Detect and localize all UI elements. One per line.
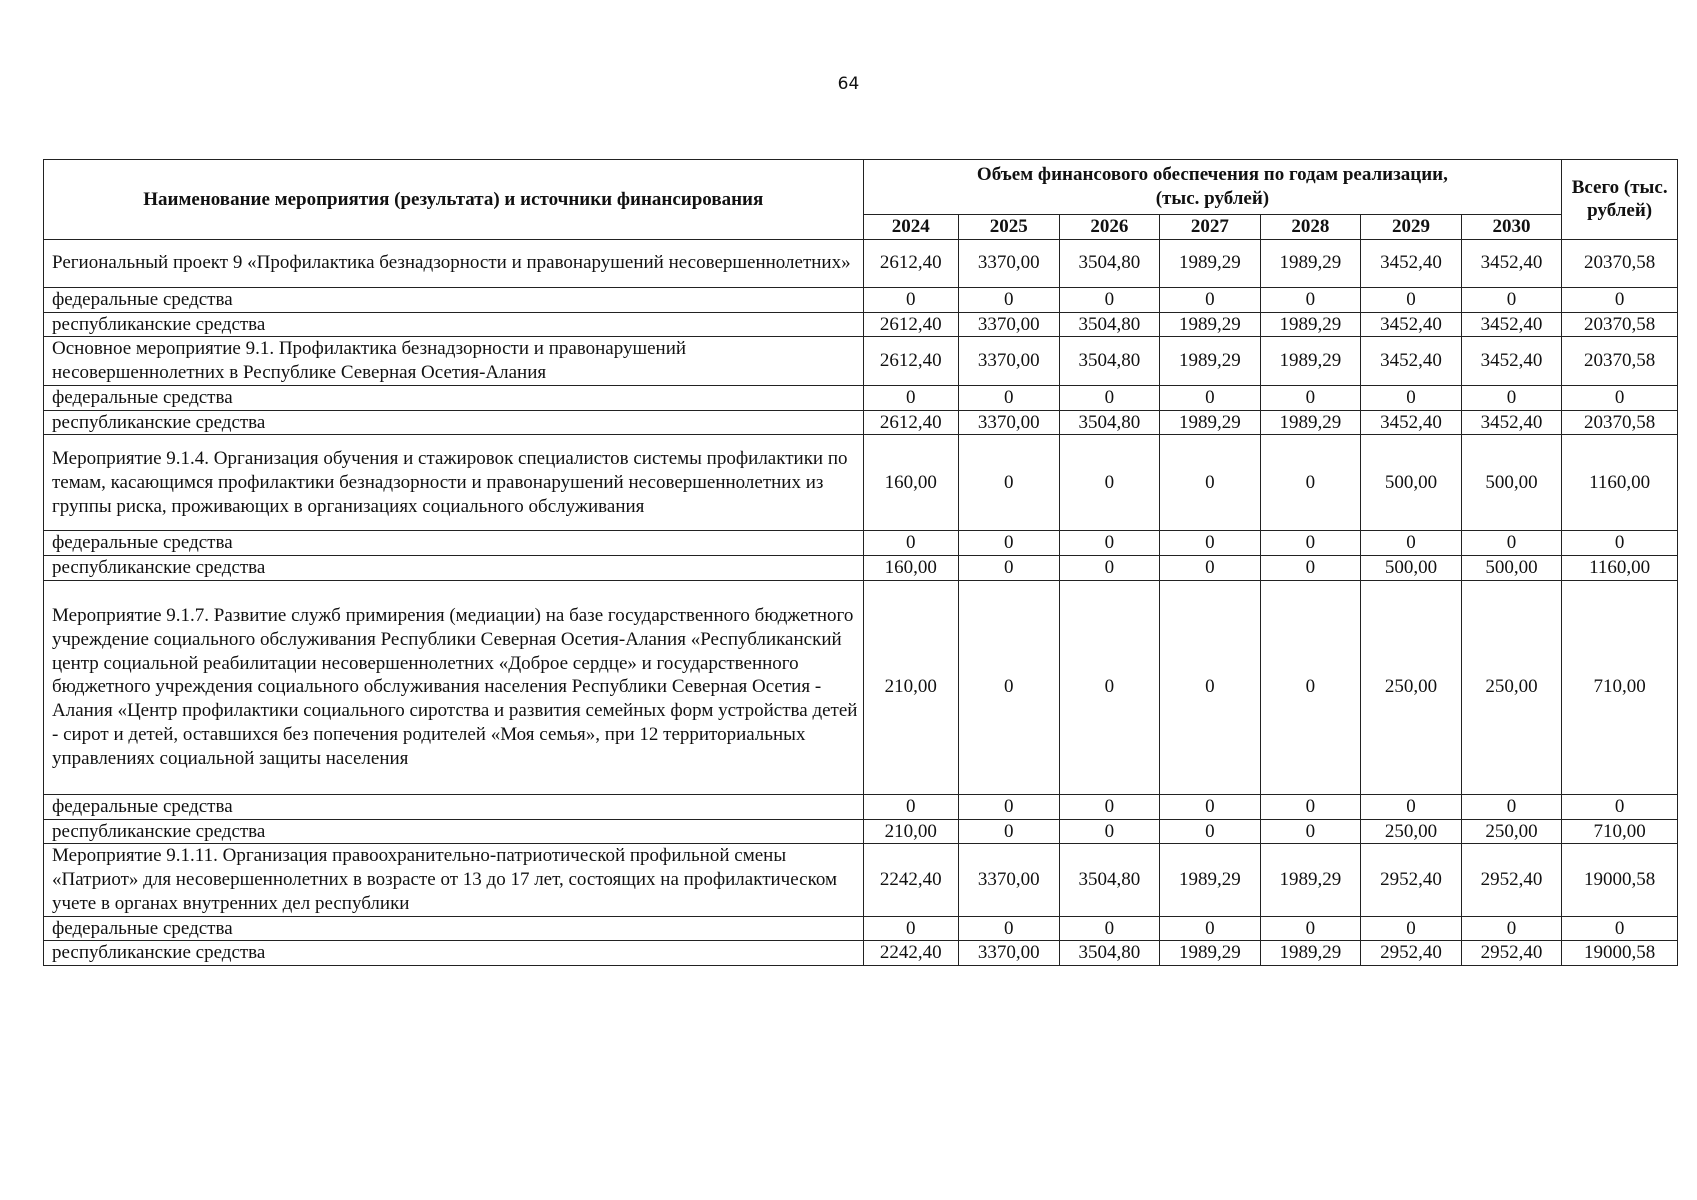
total-value-cell: 0 xyxy=(1562,916,1678,941)
year-value-cell: 0 xyxy=(1260,794,1361,819)
year-value-cell: 3370,00 xyxy=(959,312,1060,337)
year-value-cell: 1989,29 xyxy=(1160,410,1261,435)
row-name: федеральные средства xyxy=(44,916,864,941)
row-name: республиканские средства xyxy=(44,312,864,337)
row-name: республиканские средства xyxy=(44,819,864,844)
row-name: Региональный проект 9 «Профилактика безнадзорности и правонарушений несовершеннолетних» xyxy=(44,239,864,287)
year-value-cell: 0 xyxy=(959,916,1060,941)
year-value-cell: 3452,40 xyxy=(1461,312,1562,337)
total-value-cell: 19000,58 xyxy=(1562,844,1678,916)
year-header: 2029 xyxy=(1361,215,1462,240)
year-value-cell: 0 xyxy=(1160,556,1261,581)
year-value-cell: 250,00 xyxy=(1461,819,1562,844)
row-name: федеральные средства xyxy=(44,287,864,312)
year-value-cell: 0 xyxy=(1361,916,1462,941)
total-value-cell: 19000,58 xyxy=(1562,941,1678,966)
year-value-cell: 3504,80 xyxy=(1059,312,1160,337)
year-value-cell: 1989,29 xyxy=(1260,337,1361,386)
row-name: республиканские средства xyxy=(44,556,864,581)
table-row xyxy=(44,385,1678,410)
year-value-cell: 0 xyxy=(1461,794,1562,819)
year-value-cell: 1989,29 xyxy=(1160,312,1261,337)
year-value-cell: 0 xyxy=(1160,916,1261,941)
total-value-cell: 710,00 xyxy=(1562,580,1678,794)
year-value-cell: 3504,80 xyxy=(1059,941,1160,966)
year-value-cell: 0 xyxy=(959,435,1060,531)
volume-header-line1: Объем финансового обеспечения по годам реализации, xyxy=(976,164,1448,186)
year-value-cell: 160,00 xyxy=(863,435,959,531)
year-value-cell: 2952,40 xyxy=(1361,844,1462,916)
total-value-cell: 710,00 xyxy=(1562,819,1678,844)
year-value-cell: 1989,29 xyxy=(1260,410,1361,435)
year-value-cell: 0 xyxy=(1059,794,1160,819)
financing-table xyxy=(43,159,1678,966)
year-value-cell: 210,00 xyxy=(863,580,959,794)
year-value-cell: 0 xyxy=(1361,385,1462,410)
year-value-cell: 3504,80 xyxy=(1059,410,1160,435)
total-value-cell: 0 xyxy=(1562,794,1678,819)
table-row xyxy=(44,580,1678,794)
year-value-cell: 1989,29 xyxy=(1260,239,1361,287)
year-value-cell: 1989,29 xyxy=(1260,312,1361,337)
volume-header-line2: (тыс. рублей) xyxy=(1155,188,1270,209)
table-row xyxy=(44,844,1678,916)
year-value-cell: 2242,40 xyxy=(863,941,959,966)
year-value-cell: 0 xyxy=(1361,794,1462,819)
table-row xyxy=(44,239,1678,287)
total-value-cell: 1160,00 xyxy=(1562,435,1678,531)
year-value-cell: 0 xyxy=(1160,385,1261,410)
year-value-cell: 0 xyxy=(1361,531,1462,556)
total-value-cell: 20370,58 xyxy=(1562,337,1678,386)
year-value-cell: 2612,40 xyxy=(863,337,959,386)
row-name: республиканские средства xyxy=(44,410,864,435)
total-value-cell: 20370,58 xyxy=(1562,312,1678,337)
year-value-cell: 0 xyxy=(1260,819,1361,844)
total-value-cell: 1160,00 xyxy=(1562,556,1678,581)
year-value-cell: 0 xyxy=(959,794,1060,819)
year-value-cell: 0 xyxy=(959,531,1060,556)
year-value-cell: 250,00 xyxy=(1361,580,1462,794)
year-value-cell: 0 xyxy=(959,556,1060,581)
year-value-cell: 0 xyxy=(1260,385,1361,410)
total-value-cell: 0 xyxy=(1562,287,1678,312)
year-value-cell: 2242,40 xyxy=(863,844,959,916)
total-value-cell: 20370,58 xyxy=(1562,239,1678,287)
volume-column-header xyxy=(863,160,1562,215)
table-row xyxy=(44,531,1678,556)
year-value-cell: 0 xyxy=(1260,435,1361,531)
year-value-cell: 0 xyxy=(959,287,1060,312)
row-name: республиканские средства xyxy=(44,941,864,966)
year-value-cell: 500,00 xyxy=(1361,556,1462,581)
row-name: федеральные средства xyxy=(44,794,864,819)
year-value-cell: 3452,40 xyxy=(1361,337,1462,386)
row-name: федеральные средства xyxy=(44,385,864,410)
year-value-cell: 2612,40 xyxy=(863,312,959,337)
year-value-cell: 3452,40 xyxy=(1361,312,1462,337)
year-value-cell: 0 xyxy=(1059,287,1160,312)
year-value-cell: 1989,29 xyxy=(1160,239,1261,287)
table-row xyxy=(44,312,1678,337)
year-value-cell: 0 xyxy=(1260,580,1361,794)
year-value-cell: 0 xyxy=(959,819,1060,844)
row-name: Мероприятие 9.1.11. Организация правоохранительно-патриотической профильной смены «Патриот» для несовершеннолетних в возрасте от 13 до 17 лет, состоящих на профилактическом учете в органах внутренних дел республики xyxy=(44,844,864,916)
year-value-cell: 3370,00 xyxy=(959,410,1060,435)
year-value-cell: 0 xyxy=(1059,435,1160,531)
table-row xyxy=(44,941,1678,966)
year-value-cell: 0 xyxy=(1059,580,1160,794)
year-value-cell: 0 xyxy=(1059,916,1160,941)
table-row xyxy=(44,916,1678,941)
year-value-cell: 1989,29 xyxy=(1160,941,1261,966)
table-row xyxy=(44,287,1678,312)
year-value-cell: 0 xyxy=(863,794,959,819)
year-value-cell: 500,00 xyxy=(1461,435,1562,531)
row-name: федеральные средства xyxy=(44,531,864,556)
total-value-cell: 20370,58 xyxy=(1562,410,1678,435)
row-name: Мероприятие 9.1.4. Организация обучения и стажировок специалистов системы профилактики по темам, касающимся профилактики безнадзорности и правонарушений несовершеннолетних из группы риска, проживающих в организациях социального обслуживания xyxy=(44,435,864,531)
total-value-cell: 0 xyxy=(1562,531,1678,556)
year-value-cell: 0 xyxy=(1160,580,1261,794)
year-value-cell: 2952,40 xyxy=(1461,844,1562,916)
total-column-header: Всего (тыс. рублей) xyxy=(1562,160,1678,240)
year-value-cell: 0 xyxy=(959,385,1060,410)
year-value-cell: 3504,80 xyxy=(1059,337,1160,386)
year-value-cell: 0 xyxy=(1160,531,1261,556)
year-value-cell: 0 xyxy=(959,580,1060,794)
year-value-cell: 3370,00 xyxy=(959,337,1060,386)
year-header: 2025 xyxy=(959,215,1060,240)
table-row xyxy=(44,794,1678,819)
name-column-header: Наименование мероприятия (результата) и источники финансирования xyxy=(44,160,864,240)
year-value-cell: 3370,00 xyxy=(959,941,1060,966)
total-value-cell: 0 xyxy=(1562,385,1678,410)
year-value-cell: 0 xyxy=(1260,531,1361,556)
table-row xyxy=(44,556,1678,581)
table-body xyxy=(44,239,1678,965)
year-value-cell: 1989,29 xyxy=(1260,941,1361,966)
row-name: Основное мероприятие 9.1. Профилактика безнадзорности и правонарушений несовершеннолетних в Республике Северная Осетия-Алания xyxy=(44,337,864,386)
year-value-cell: 2612,40 xyxy=(863,410,959,435)
year-value-cell: 3370,00 xyxy=(959,844,1060,916)
year-value-cell: 0 xyxy=(1361,287,1462,312)
year-header: 2026 xyxy=(1059,215,1160,240)
year-value-cell: 1989,29 xyxy=(1160,337,1261,386)
year-value-cell: 3370,00 xyxy=(959,239,1060,287)
year-header: 2024 xyxy=(863,215,959,240)
table-row xyxy=(44,819,1678,844)
year-value-cell: 1989,29 xyxy=(1260,844,1361,916)
year-value-cell: 2952,40 xyxy=(1461,941,1562,966)
year-value-cell: 0 xyxy=(1461,385,1562,410)
year-value-cell: 3452,40 xyxy=(1461,410,1562,435)
year-value-cell: 210,00 xyxy=(863,819,959,844)
table-row xyxy=(44,435,1678,531)
page-number: 64 xyxy=(837,74,860,94)
year-value-cell: 0 xyxy=(1461,916,1562,941)
year-value-cell: 0 xyxy=(1160,794,1261,819)
year-value-cell: 250,00 xyxy=(1461,580,1562,794)
year-value-cell: 3452,40 xyxy=(1461,337,1562,386)
year-header: 2028 xyxy=(1260,215,1361,240)
year-value-cell: 0 xyxy=(1059,531,1160,556)
year-value-cell: 250,00 xyxy=(1361,819,1462,844)
year-value-cell: 0 xyxy=(863,916,959,941)
year-value-cell: 0 xyxy=(863,531,959,556)
year-value-cell: 0 xyxy=(1461,287,1562,312)
year-value-cell: 3452,40 xyxy=(1461,239,1562,287)
year-value-cell: 1989,29 xyxy=(1160,844,1261,916)
year-value-cell: 3504,80 xyxy=(1059,844,1160,916)
year-value-cell: 0 xyxy=(1160,819,1261,844)
year-value-cell: 0 xyxy=(1160,287,1261,312)
year-header: 2027 xyxy=(1160,215,1261,240)
year-value-cell: 0 xyxy=(1260,287,1361,312)
year-value-cell: 0 xyxy=(1160,435,1261,531)
table-row xyxy=(44,410,1678,435)
year-value-cell: 500,00 xyxy=(1361,435,1462,531)
year-value-cell: 2612,40 xyxy=(863,239,959,287)
year-header: 2030 xyxy=(1461,215,1562,240)
year-value-cell: 0 xyxy=(1059,385,1160,410)
year-value-cell: 3504,80 xyxy=(1059,239,1160,287)
year-value-cell: 0 xyxy=(863,287,959,312)
year-value-cell: 0 xyxy=(1461,531,1562,556)
year-value-cell: 160,00 xyxy=(863,556,959,581)
year-value-cell: 0 xyxy=(1260,556,1361,581)
year-value-cell: 0 xyxy=(1260,916,1361,941)
year-value-cell: 0 xyxy=(863,385,959,410)
row-name: Мероприятие 9.1.7. Развитие служб примирения (медиации) на базе государственного бюджетного учреждение социального обслуживания Республики Северная Осетия-Алания «Республиканский центр социальной реабилитации несовершеннолетних «Доброе сердце» и государственного бюджетного учреждения социального обслуживания населения Республики Северная Осетия - Алания «Центр профилактики социального сиротства и развития семейных форм устройства детей - сирот и детей, оставшихся без попечения родителей «Моя семья», при 12 территориальных управлениях социальной защиты населения xyxy=(44,580,864,794)
year-value-cell: 2952,40 xyxy=(1361,941,1462,966)
year-value-cell: 0 xyxy=(1059,819,1160,844)
year-value-cell: 500,00 xyxy=(1461,556,1562,581)
year-value-cell: 3452,40 xyxy=(1361,239,1462,287)
year-value-cell: 0 xyxy=(1059,556,1160,581)
table-row xyxy=(44,337,1678,386)
year-value-cell: 3452,40 xyxy=(1361,410,1462,435)
